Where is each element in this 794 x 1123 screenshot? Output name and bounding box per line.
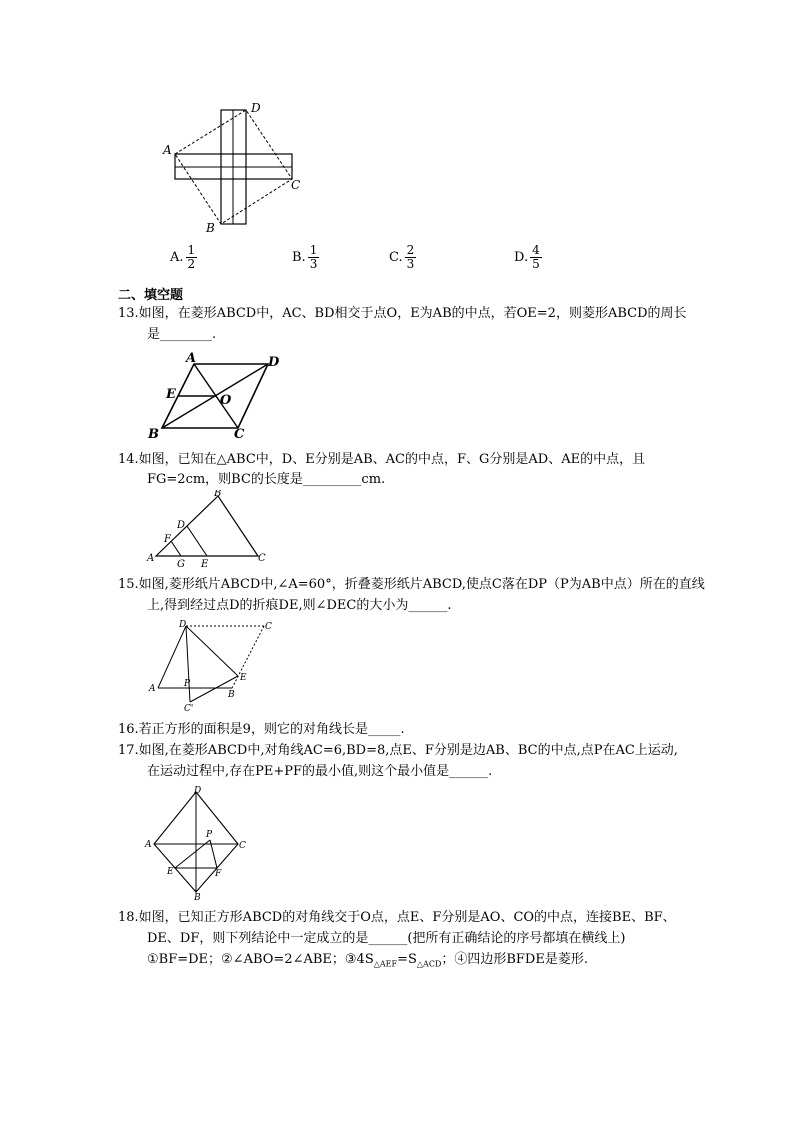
q13-label-o: O xyxy=(220,393,232,408)
section-title: 二、填空题 xyxy=(118,288,184,303)
q15-figure xyxy=(146,618,276,714)
q15-side-ad xyxy=(158,626,186,688)
q12-label-c: C xyxy=(291,178,301,192)
q13-label-d: D xyxy=(268,355,280,370)
q15-crease-de xyxy=(186,626,238,676)
q14-line2: FG=2cm，则BC的长度是_________cm. xyxy=(147,472,386,487)
q14-label-b: B xyxy=(214,490,222,499)
q14-label-f: F xyxy=(164,534,171,545)
q12-option-a: A. $\frac{1}{2}$ xyxy=(170,243,196,271)
q17-label-a: A xyxy=(145,840,152,850)
q14-label-c: C xyxy=(258,553,266,564)
q14-line1: 14.如图，已知在△ABC中，D、E分别是AB、AC的中点，F、G分别是AD、AE的中点，且 xyxy=(118,452,646,467)
q15-line2: 上,得到经过点D的折痕DE,则∠DEC的大小为______. xyxy=(147,598,452,613)
q12-option-d: D. $\frac{4}{5}$ xyxy=(514,243,540,271)
q14-segment-fg xyxy=(171,541,181,556)
q14-label-d: D xyxy=(177,520,186,531)
q14-label-a: A xyxy=(147,553,155,564)
q17-label-d: D xyxy=(194,786,202,796)
q17-label-e: E xyxy=(167,867,174,877)
q15-label-p: P xyxy=(184,679,191,689)
q13-line2: 是________. xyxy=(147,327,217,342)
q15-line-dp xyxy=(186,626,190,702)
q13-label-b: B xyxy=(148,427,159,442)
q12-figure xyxy=(155,96,315,236)
q18-line2: DE、DF，则下列结论中一定成立的是______(把所有正确结论的序号都填在横线上) xyxy=(147,931,626,946)
q13-label-e: E xyxy=(166,387,176,402)
q15-label-b: B xyxy=(228,690,235,700)
q14-segment-de xyxy=(187,526,207,556)
q18-line1: 18.如图，已知正方形ABCD的对角线交于O点，点E、F分别是AO、CO的中点，连接BE、BF、 xyxy=(118,910,676,925)
q17-line2: 在运动过程中,存在PE+PF的最小值,则这个最小值是______. xyxy=(147,764,493,779)
q17-label-p: P xyxy=(206,830,213,840)
q17-label-c: C xyxy=(239,841,246,851)
q12-option-b: B. $\frac{1}{3}$ xyxy=(292,243,318,271)
q13-figure xyxy=(144,352,284,442)
q15-line1: 15.如图,菱形纸片ABCD中,∠A=60°，折叠菱形纸片ABCD,使点C落在DP（P为AB中点）所在的直线 xyxy=(118,577,705,592)
q14-triangle xyxy=(156,496,258,556)
q15-label-a: A xyxy=(149,684,156,694)
q14-label-e: E xyxy=(201,559,209,568)
q12-label-a: A xyxy=(163,143,172,157)
q17-label-f: F xyxy=(215,869,222,879)
q16-line1: 16.若正方形的面积是9，则它的对角线长是_____. xyxy=(118,722,405,737)
q17-line1: 17.如图,在菱形ABCD中,对角线AC=6,BD=8,点E、F分别是边AB、BC的中点,点P在AC上运动, xyxy=(118,743,678,758)
q15-label-d: D xyxy=(179,620,187,630)
q17-figure xyxy=(142,784,252,900)
q14-label-g: G xyxy=(177,559,185,568)
q13-label-c: C xyxy=(234,427,245,442)
q18-line3: ①BF=DE；②∠ABO=2∠ABE；$③4S_{\triangle AEF}=S_{\triangle ACD}$；④四边形BFDE是菱形. xyxy=(147,952,588,969)
q17-label-b: B xyxy=(194,893,201,900)
q12-label-b: B xyxy=(206,221,215,235)
q12-option-c: C. $\frac{2}{3}$ xyxy=(389,243,415,271)
q14-figure xyxy=(144,490,274,568)
q12-label-d: D xyxy=(251,101,261,115)
q15-label-e: E xyxy=(240,673,247,683)
q13-label-a: A xyxy=(186,352,197,366)
q15-label-c: C xyxy=(265,622,272,632)
q13-line1: 13.如图，在菱形ABCD中，AC、BD相交于点O，E为AB的中点，若OE=2，则菱形ABCD的周长 xyxy=(118,306,687,321)
q15-label-c-prime: C' xyxy=(184,704,194,714)
q15-side-cb xyxy=(232,626,264,688)
